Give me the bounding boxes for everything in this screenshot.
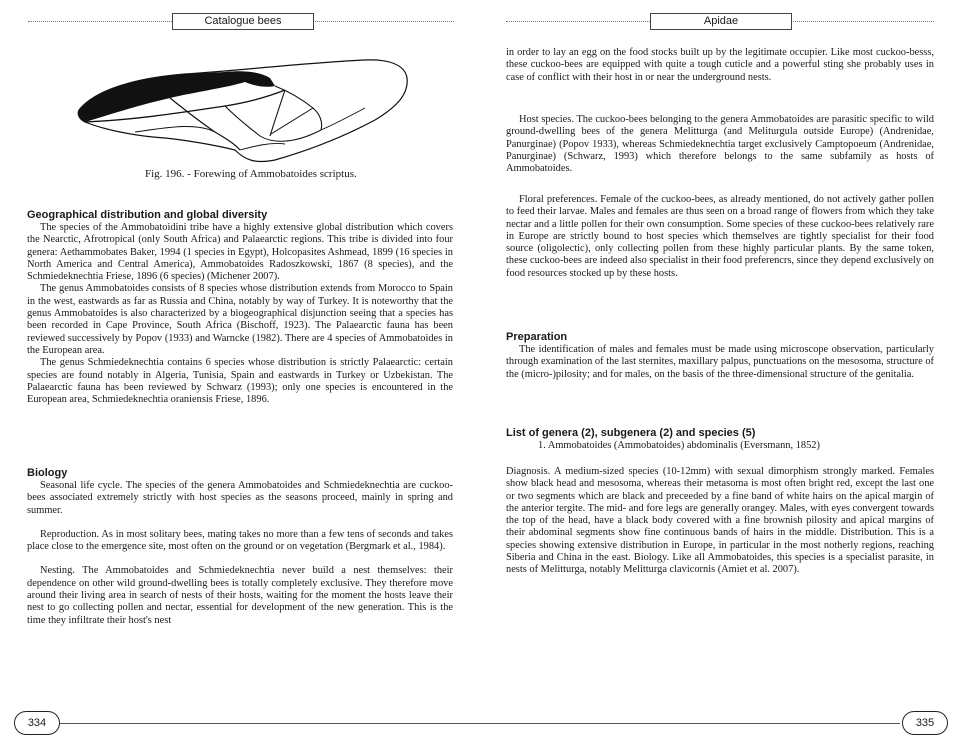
- figure-caption: Fig. 196. - Forewing of Ammobatoides scriptus.: [145, 168, 357, 180]
- continuation-text: [506, 47, 934, 84]
- running-head-right: [480, 11, 960, 29]
- geo-paragraph-1: The species of the Ammobatoidini tribe have a highly extensive global distribution which covers the Nearctic, Afrotropical (only South Africa) and Palaearctic regions. This tribe is divided into four genera: Aethammobates Baker, 1994 (1 species in Egypt), Holcopasites Ashmead, 1899 (16 species in North America and Central America), Ammobatoides Radoszkowski, 1867 (8 species), and the Schmiedeknechtia Friese, 1896 (6 species) (Michener 2007).: [27, 222, 453, 283]
- preparation-text: [506, 344, 934, 381]
- forewing-figure: [75, 50, 410, 165]
- preparation-heading: Preparation: [506, 331, 568, 343]
- running-head-left: [0, 11, 480, 29]
- list-heading: List of genera (2), subgenera (2) and species (5): [506, 427, 756, 439]
- geo-paragraph-3: The genus Schmiedeknechtia contains 6 species whose distribution is strictly Palaearctic: certain species are found notably in Algeria, Tunisia, Spain and eastwards in Turkey or Uzbekistan. The Palaearctic fauna has been reviewed by Schwarz (1993); only one species is encountered in the European area, Schmiedeknechtia oraniensis Friese, 1896.: [27, 357, 453, 406]
- page-number-left: 334: [14, 711, 60, 735]
- page-number-right: 335: [902, 711, 948, 735]
- nesting-continuation: in order to lay an egg on the food stocks built up by the legitimate occupier. Like most cuckoo-besss, these cuckoo-bees are equipped with quite a tough cuticle and a powerful sting she probably uses in case of conflict with their host in or near the underground nests.: [506, 47, 934, 83]
- list-item-text: [506, 440, 934, 452]
- host-text: [506, 114, 934, 175]
- running-head-title: Apidae: [650, 13, 792, 30]
- list-item: 1. Ammobatoides (Ammobatoides) abdominalis (Eversmann, 1852): [538, 440, 820, 451]
- right-page: [480, 0, 960, 747]
- floral-preferences-paragraph: Floral preferences. Female of the cuckoo-bees, as already mentioned, do not actively gather pollen to feed their larvae. Males and females are thus seen on a broad range of flowers from which they take nectar and a little pollen for their own consumption. Some species of these cuckoo-bees relatively rare in Europe are strictly bound to host species which themselves are tightly specialist for their food source (oligolectic), only collecting pollen from these highly particular plants. By the same token, these cuckoo-bees are indeed also specialist in their food preferencrs, since they depend exclusively on food resources stocked up by these hosts.: [506, 194, 934, 279]
- biology-paragraph-3: Nesting. The Ammobatoides and Schmiedeknechtia never build a nest themselves: their dependence on other wild ground-dwelling bees is totally completely exclusive. They therefore move around their living area in search of nests of their hosts, waiting for the moment the hosts leave their nest to go collecting pollen and nectar, essential for development of the new generation. This is the time they infiltrate their host's nest: [27, 565, 453, 626]
- host-species-paragraph: Host species. The cuckoo-bees belonging to the genera Ammobatoides are parasitic specific to wild ground-dwelling bees of the genera Melitturga (and Meliturgula outside Europe) (Andrenidae, Panurginae) (Popov 1933), whereas Schmiedeknechtia target exclusively Camptopoeum (Andrenidae, Panurginae) (Schwarz, 1993) which therefore belongs to the same subfamily as hosts of Ammobatoides.: [506, 114, 934, 175]
- diagnosis-paragraph: Diagnosis. A medium-sized species (10-12mm) with sexual dimorphism strongly marked. Females show black head and mesosoma, whereas their metasoma is most often bright red, except the last one or two segments which are black and preceeded by a fine band of white hairs on the apical margin of the anterior tergite. The mid- and fore legs are generally orangey. Males, with eyes convergent towards the top of the head, have a black body covered with a fine brownish pilosity and apical margins of their abdominal segments show fine continuous bands of hairs in the middle. Distribution. This is a species showing extensive distribution in Europe, in particular in the most notherly regions, reaching Siberia and China in the east. Biology. Like all Ammobatoides, this species is a specialist parasite, in nests of Melitturga, notably Melitturga clavicornis (Amiet et al. 2007).: [506, 466, 934, 576]
- geo-heading: Geographical distribution and global diversity: [27, 209, 268, 221]
- preparation-paragraph: The identification of males and females must be made using microscope observation, particularly through examination of the last sternites, maxillary palpus, punctuations on the mesosoma, structure of the (micro-)pilosity; and for males, on the basis of the three-dimensional structure of the genitalia.: [506, 344, 934, 380]
- running-head-title: Catalogue bees: [172, 13, 314, 30]
- floral-text: [506, 194, 934, 280]
- biology-paragraph-2: Reproduction. As in most solitary bees, mating takes no more than a few tens of seconds and takes place close to the emergence site, most often on the ground or on vegetation (Bergmark et al., 1984).: [27, 528, 453, 553]
- geo-text: [27, 222, 453, 406]
- biology-heading: Biology: [27, 467, 68, 479]
- geo-paragraph-2: The genus Ammobatoides consists of 8 species whose distribution extends from Morocco to Spain in the west, eastwards as far as Russia and China, notably by way of Turkey. It is noteworthy that the genus Ammobatoides is also characterized by a biogeographical disjunction seeing that a species has been recorded in Cape Province, South Africa (Bischoff, 1923). The Palaearctic fauna has been reviewed successively by Popov (1933) and Warncke (1982). There are 4 species of Ammobatoides in the European area.: [27, 283, 453, 356]
- biology-text: [27, 480, 453, 627]
- biology-paragraph-1: Seasonal life cycle. The species of the genera Ammobatoides and Schmiedeknechtia are cuckoo-bees associated extremely strictly with host species as the seasons proceed, mainly in spring and summer.: [27, 480, 453, 516]
- diagnosis-text: [506, 466, 934, 577]
